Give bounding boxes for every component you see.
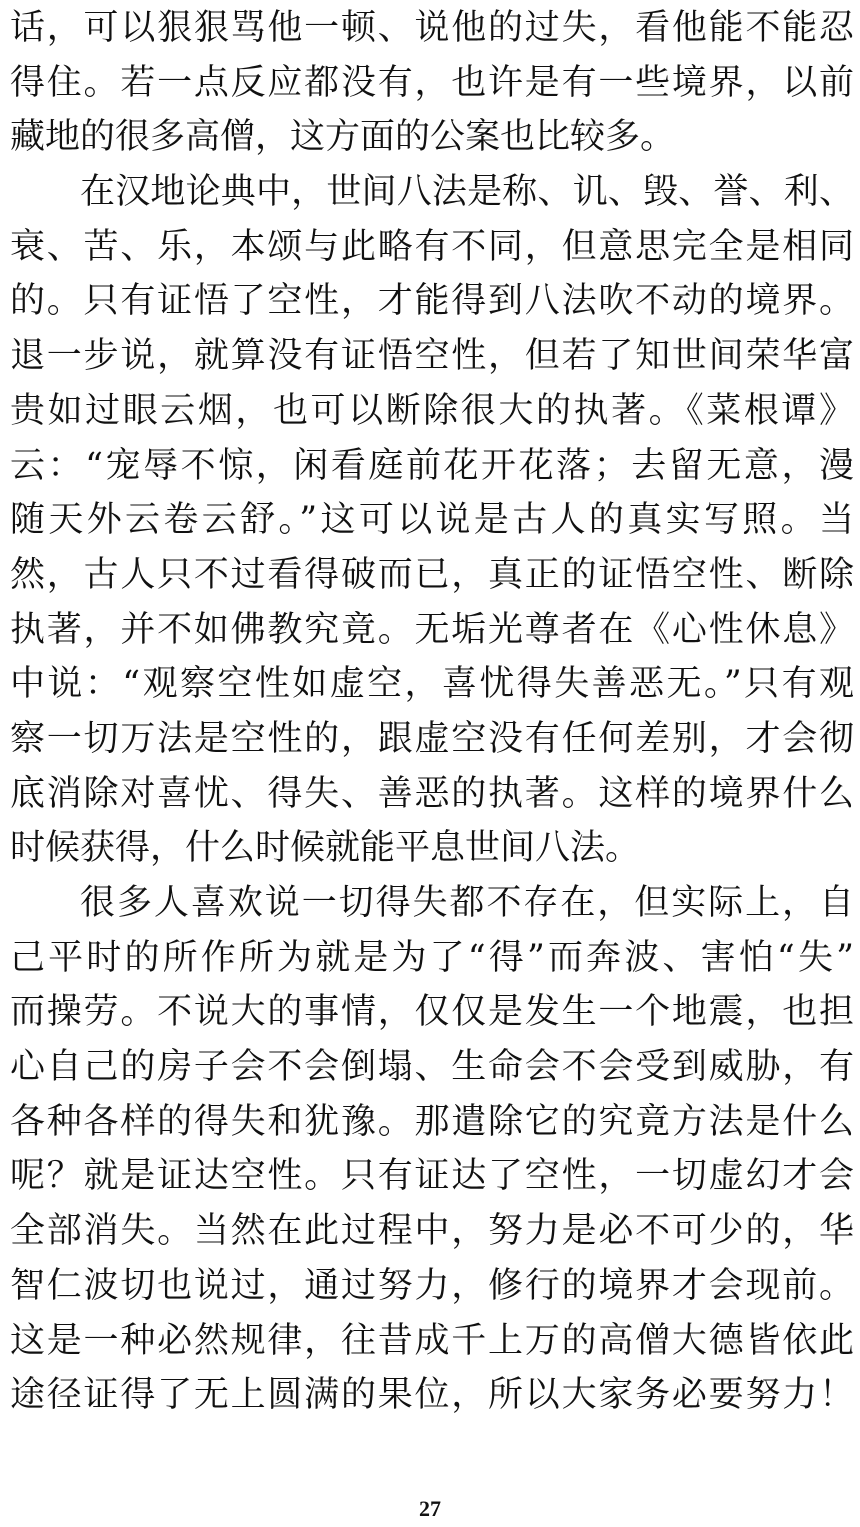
body-text — [10, 1, 854, 1423]
paragraph-3 — [10, 876, 854, 1423]
text-line: 云：“宠辱不惊，闲看庭前花开花落；去留无意，漫 — [10, 445, 854, 486]
page-number: 27 — [419, 1496, 441, 1521]
text-line: 随天外云卷云舒。”这可以说是古人的真实写照。当 — [10, 500, 854, 541]
text-line: 衰、苦、乐，本颂与此略有不同，但意思完全是相同 — [10, 226, 854, 267]
text-line: 得住。若一点反应都没有，也许是有一些境界，以前 — [10, 62, 854, 103]
text-line: 话，可以狠狠骂他一顿、说他的过失，看他能不能忍 — [10, 8, 854, 48]
text-line: 全部消失。当然在此过程中，努力是必不可少的，华 — [10, 1211, 854, 1252]
text-line: 察一切万法是空性的，跟虚空没有任何差别，才会彻 — [10, 718, 854, 759]
text-line: 的。只有证悟了空性，才能得到八法吹不动的境界。 — [10, 281, 854, 322]
text-line: 途径证得了无上圆满的果位，所以大家务必要努力！ — [10, 1375, 854, 1416]
text-line: 这是一种必然规律，往昔成千上万的高僧大德皆依此 — [10, 1320, 854, 1361]
text-line: 在汉地论典中，世间八法是称、讥、毁、誉、利、 — [80, 172, 854, 213]
text-line: 贵如过眼云烟，也可以断除很大的执著。《菜根谭》 — [10, 390, 854, 431]
text-line: 很多人喜欢说一切得失都不存在，但实际上，自 — [80, 883, 854, 923]
text-line: 执著，并不如佛教究竟。无垢光尊者在《心性休息》 — [10, 609, 854, 650]
text-line: 各种各样的得失和犹豫。那遣除它的究竟方法是什么 — [10, 1101, 854, 1142]
text-line: 底消除对喜忧、得失、善恶的执著。这样的境界什么 — [10, 773, 854, 814]
text-line: 己平时的所作所为就是为了“得”而奔波、害怕“失” — [10, 937, 854, 978]
text-line: 智仁波切也说过，通过努力，修行的境界才会现前。 — [10, 1265, 854, 1306]
text-line: 藏地的很多高僧，这方面的公案也比较多。 — [10, 117, 676, 158]
text-line: 而操劳。不说大的事情，仅仅是发生一个地震，也担 — [10, 992, 854, 1033]
text-line: 退一步说，就算没有证悟空性，但若了知世间荣华富 — [10, 336, 854, 377]
text-line: 中说：“观察空性如虚空，喜忧得失善恶无。”只有观 — [10, 664, 854, 705]
text-line: 时候获得，什么时候就能平息世间八法。 — [10, 828, 641, 869]
paragraph-2 — [10, 165, 854, 876]
paragraph-1 — [10, 1, 854, 165]
text-line: 呢？就是证达空性。只有证达了空性，一切虚幻才会 — [10, 1156, 854, 1197]
text-line: 然，古人只不过看得破而已，真正的证悟空性、断除 — [10, 554, 854, 595]
text-line: 心自己的房子会不会倒塌、生命会不会受到威胁，有 — [10, 1047, 854, 1088]
